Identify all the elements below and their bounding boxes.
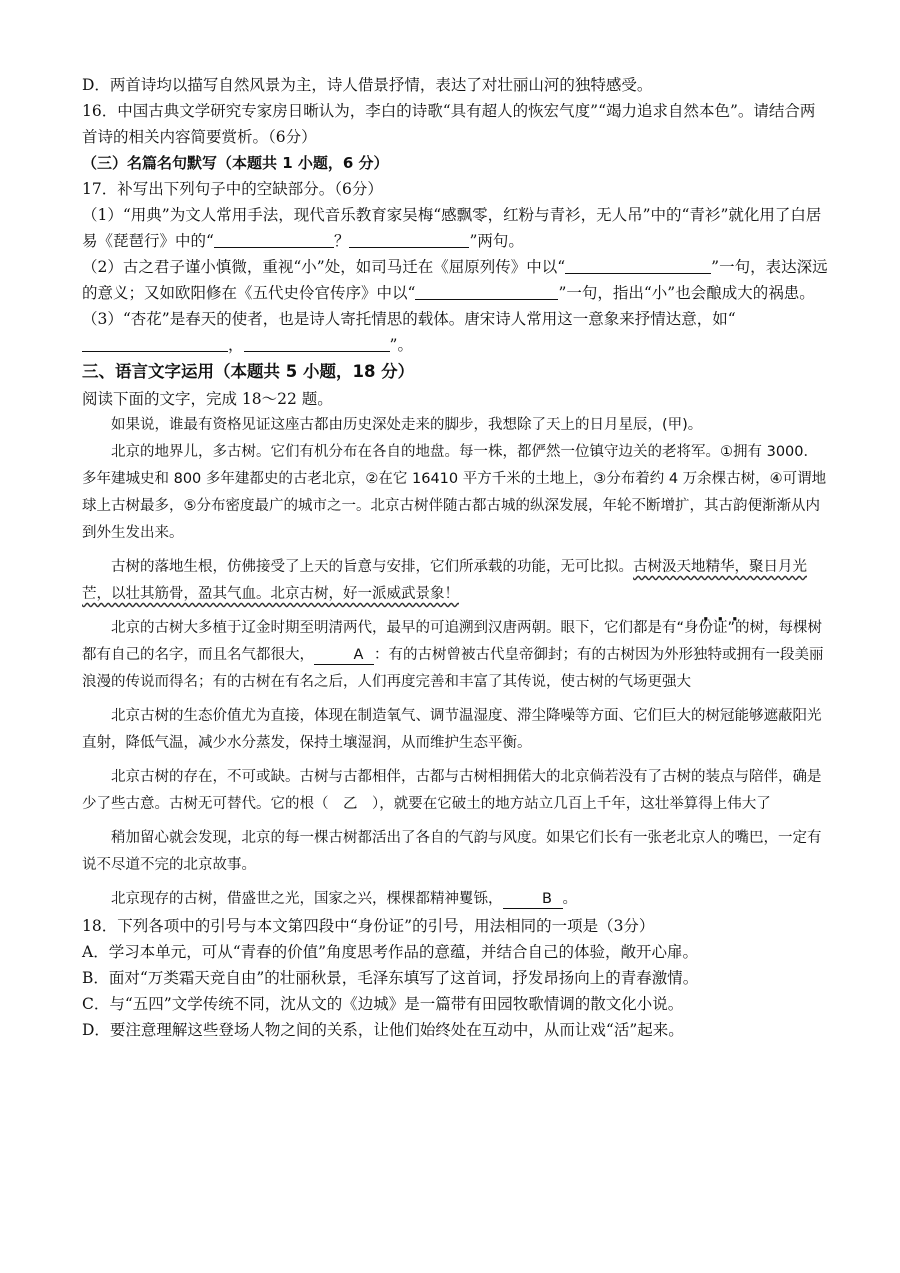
passage-paragraph-7: 稍加留心就会发现，北京的每一棵古树都活出了各自的气韵与风度。如果它们长有一张老北京人的嘴巴，一定有说不尽道不完的北京故事。	[82, 830, 822, 873]
q17-item-3: （3）“杏花”是春天的使者，也是诗人寄托情思的载体。唐宋诗人常用这一意象来抒情达意，如“， ”。	[82, 310, 736, 354]
q18-option-b[interactable]: B．面对“万类霜天竞自由”的壮丽秋景，毛泽东填写了这首词，抒发昂扬向上的青春激情。	[82, 969, 699, 987]
q18-option-c[interactable]: C．与“五四”文学传统不同，沈从文的《边城》是一篇带有田园牧歌情调的散文化小说。	[82, 995, 684, 1013]
passage-paragraph-2: 北京的地界儿，多古树。它们有机分布在各自的地盘。每一株，都俨然一位镇守边关的老将军。①拥有 3000．多年建城史和 800 多年建都史的古老北京，②在它 16410 平方千米的土地上，③分布着约 4 万余棵古树，④可谓地球上古树最多，⑤分布密度最广的城市之一。北京古树伴随古都古城的纵深发展，年轮不断增扩，其古韵便渐渐从内到外生发出来。	[82, 444, 827, 541]
q16-question: 16．中国古典文学研究专家房日晰认为，李白的诗歌“具有超人的恢宏气度”“竭力追求自然本色”。请结合两首诗的相关内容简要赏析。（6分）	[82, 102, 816, 146]
q15-option-d: D．两首诗均以描写自然风景为主，诗人借景抒情，表达了对壮丽山河的独特感受。	[82, 76, 653, 94]
reading-instruction: 阅读下面的文字，完成 18～22 题。	[82, 390, 333, 408]
answer-blank[interactable]	[415, 282, 558, 300]
blank-a: A	[314, 646, 374, 665]
q17-item-2: （2）古之君子谨小慎微，重视“小”处，如司马迁在《屈原列传》中以“ ”一句，表达深远的意义；又如欧阳修在《五代史伶官传序》中以“ ”一句，指出“小”也会酿成大的祸患。	[82, 258, 828, 302]
wavy-underlined-sentence: 古树汲天地精华，聚日月光芒，以壮其筋骨，盈其气血。北京古树，好一派威武景象！	[82, 559, 807, 602]
blank-b: B	[503, 890, 563, 909]
answer-blank[interactable]	[349, 230, 469, 248]
q17-stem: 17．补写出下列句子中的空缺部分。（6分）	[82, 180, 383, 198]
passage-paragraph-1: 如果说，谁最有资格见证这座古都由历史深处走来的脚步，我想除了天上的日月星辰，(甲)。	[111, 417, 703, 433]
q18-option-d[interactable]: D．要注意理解这些登场人物之间的关系，让他们始终处在互动中，从而让戏“活”起来。	[82, 1021, 684, 1039]
q18-stem: 18．下列各项中的引号与本文第四段中“身份证”的引号，用法相同的一项是（3分）	[82, 917, 655, 935]
passage-paragraph-8: 北京现存的古树，借盛世之光，国家之兴，棵棵都精神矍铄， B 。	[111, 891, 577, 907]
passage-paragraph-5: 北京古树的生态价值尤为直接，体现在制造氧气、调节温湿度、滞尘降噪等方面、它们巨大的树冠能够遮蔽阳光直射，降低气温，减少水分蒸发，保持土壤湿润，从而维护生态平衡。	[82, 708, 822, 751]
q17-item-1: （1）“用典”为文人常用手法，现代音乐教育家吴梅“感飘零，红粉与青衫，无人吊”中的“青衫”就化用了白居易《琵琶行》中的“ ？ ”两句。	[82, 206, 822, 250]
section-heading-recitation: （三）名篇名句默写（本题共 1 小题，6 分）	[82, 154, 389, 172]
passage-paragraph-6: 北京古树的存在，不可或缺。古树与古都相伴，古都与古树相拥偌大的北京倘若没有了古树的装点与陪伴，确是少了些古意。古树无可替代。它的根（ 乙 ），就要在它破土的地方站立几百上千年，这壮举算得上伟大了	[82, 769, 822, 812]
reading-passage	[82, 412, 828, 913]
answer-blank[interactable]	[244, 334, 390, 352]
answer-blank[interactable]	[565, 256, 711, 274]
passage-paragraph-4: 北京的古树大多植于辽金时期至明清两代，最早的可追溯到汉唐两朝。眼下，它们都是有“身份证”的树，每棵树都有自己的名字，而且名气都很大， A ：有的古树曾被古代皇帝御封；有的古树因为外形独特或拥有一段美丽浪漫的传说而得名；有的古树在有名之后，人们再度完善和丰富了其传说，使古树的气场更强大	[82, 620, 824, 690]
answer-blank[interactable]	[214, 230, 334, 248]
exam-page	[82, 72, 828, 1043]
passage-paragraph-3: 古树的落地生根，仿佛接受了上天的旨意与安排，它们所承载的功能，无可比拟。古树汲天地精华，聚日月光芒，以壮其筋骨，盈其气血。北京古树，好一派威武景象！	[82, 559, 807, 602]
answer-blank[interactable]	[82, 334, 228, 352]
section-heading-language: 三、语言文字运用（本题共 5 小题，18 分）	[82, 362, 415, 381]
q18-option-a[interactable]: A．学习本单元，可从“青春的价值”角度思考作品的意蕴，并结合自己的体验，敞开心扉。	[82, 943, 699, 961]
